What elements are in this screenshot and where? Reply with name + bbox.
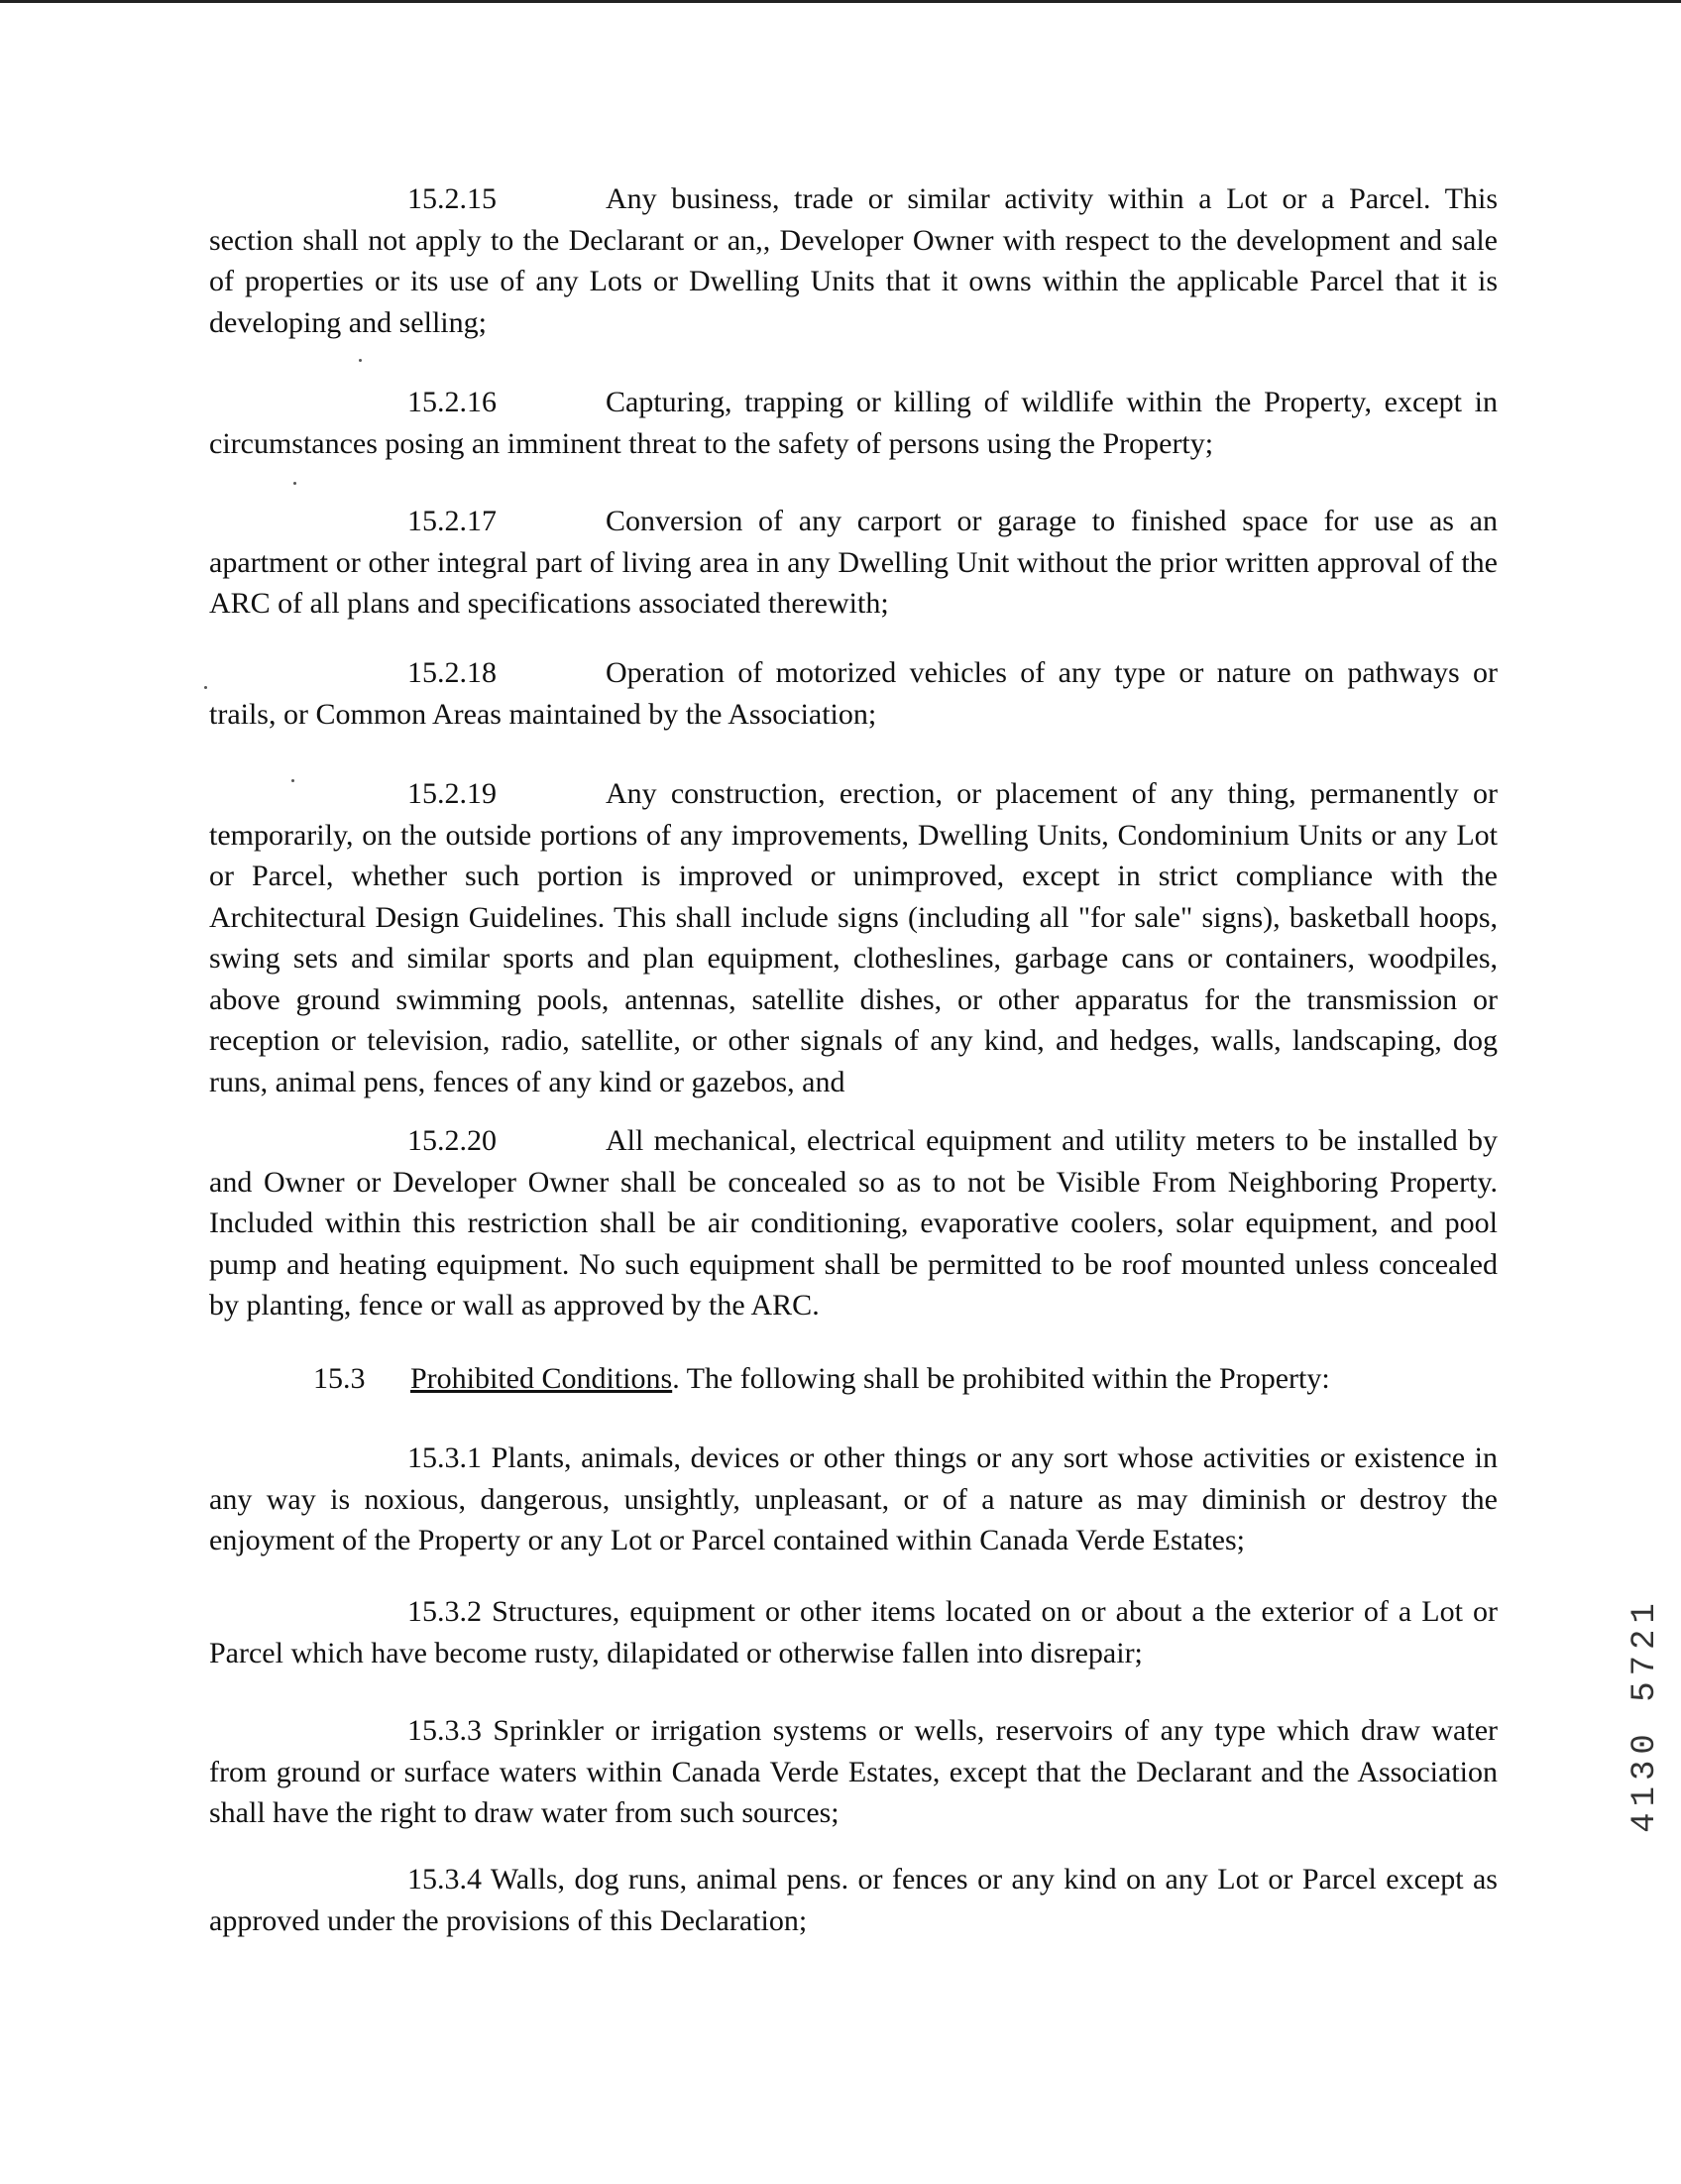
paragraph-number: 15.2.17 xyxy=(407,505,497,537)
paragraph-number: 15.2.20 xyxy=(407,1124,497,1157)
subparagraph-text: Walls, dog runs, animal pens. or fences or any kind on any Lot or Parcel except as approved under the provisions of this Declaration; xyxy=(209,1863,1498,1937)
paragraph-15-2-16 xyxy=(209,382,1498,464)
paragraph-number: 15.2.15 xyxy=(407,182,497,215)
subparagraph-15-3-3 xyxy=(209,1710,1498,1834)
paragraph-text: Any construction, erection, or placement of any thing, permanently or temporarily, on the outside portions of any improvements, Dwelling Units, Condominium Units or any Lot or Parcel, whether such portion is improved or unimproved, except in strict compliance with the Architectural Design Guidelines. This shall include signs (including all "for sale" signs), basketball hoops, swing sets and similar sports and plan equipment, clotheslines, garbage cans or containers, woodpiles, above ground swimming pools, antennas, satellite dishes, or other apparatus for the transmission or reception or television, radio, satellite, or other signals of any kind, and hedges, walls, landscaping, dog runs, animal pens, fences of any kind or gazebos, and xyxy=(209,777,1498,1098)
margin-recording-stamp xyxy=(1625,1566,1665,1864)
subparagraph-15-3-1 xyxy=(209,1437,1498,1561)
subparagraph-text: Structures, equipment or other items located on or about a the exterior of a Lot or Parcel which have become rusty, dilapidated or otherwise fallen into disrepair; xyxy=(209,1595,1498,1669)
recording-number: 4130 5721 xyxy=(1626,1597,1664,1833)
paragraph-text: Operation of motorized vehicles of any type or nature on pathways or trails, or Common Areas maintained by the Association; xyxy=(209,656,1498,731)
subparagraph-number: 15.3.4 xyxy=(407,1863,482,1896)
section-15-3-heading xyxy=(209,1358,1498,1400)
paragraph-text: All mechanical, electrical equipment and utility meters to be installed by and Owner or Developer Owner shall be concealed so as to not be Visible From Neighboring Property. Included within this restriction shall be air conditioning, evaporative coolers, solar equipment, and pool pump and heating equipment. No such equipment shall be permitted to be roof mounted unless concealed by planting, fence or wall as approved by the ARC. xyxy=(209,1124,1498,1322)
paragraph-number: 15.2.16 xyxy=(407,386,497,418)
scan-speck xyxy=(291,779,294,782)
subparagraph-number: 15.3.3 xyxy=(407,1714,482,1747)
paragraph-15-2-15 xyxy=(209,178,1498,343)
paragraph-number: 15.2.19 xyxy=(407,777,497,810)
subparagraph-number: 15.3.1 xyxy=(407,1441,482,1474)
paragraph-15-2-18 xyxy=(209,652,1498,735)
section-intro: . The following shall be prohibited within the Property: xyxy=(672,1362,1330,1395)
subparagraph-15-3-2 xyxy=(209,1591,1498,1673)
subparagraph-15-3-4 xyxy=(209,1859,1498,1941)
section-heading: Prohibited Conditions xyxy=(410,1362,673,1395)
scan-speck xyxy=(359,359,362,362)
paragraph-text: Capturing, trapping or killing of wildlife within the Property, except in circumstances posing an imminent threat to the safety of persons using the Property; xyxy=(209,386,1498,460)
paragraph-text: Conversion of any carport or garage to finished space for use as an apartment or other integral part of living area in any Dwelling Unit without the prior written approval of the ARC of all plans and specifications associated therewith; xyxy=(209,505,1498,620)
scan-speck xyxy=(204,686,207,689)
paragraph-15-2-20 xyxy=(209,1120,1498,1326)
paragraph-text: Any business, trade or similar activity within a Lot or a Parcel. This section shall not apply to the Declarant or an,, Developer Owner with respect to the development and sale of properties or its use of any Lots or Dwelling Units that it owns within the applicable Parcel that it is developing and selling; xyxy=(209,182,1498,339)
section-number: 15.3 xyxy=(313,1362,366,1395)
subparagraph-text: Plants, animals, devices or other things or any sort whose activities or existence in any way is noxious, dangerous, unsightly, unpleasant, or of a nature as may diminish or destroy the enjoyment of the Property or any Lot or Parcel contained within Canada Verde Estates; xyxy=(209,1441,1499,1556)
scan-speck xyxy=(293,482,296,485)
subparagraph-text: Sprinkler or irrigation systems or wells, reservoirs of any type which draw water from ground or surface waters within Canada Verde Estates, except that the Declarant and the Association shall have the right to draw water from such sources; xyxy=(209,1714,1498,1829)
scan-top-edge xyxy=(0,0,1681,3)
paragraph-number: 15.2.18 xyxy=(407,656,497,689)
subparagraph-number: 15.3.2 xyxy=(407,1595,482,1628)
paragraph-15-2-19 xyxy=(209,773,1498,1102)
paragraph-15-2-17 xyxy=(209,501,1498,625)
